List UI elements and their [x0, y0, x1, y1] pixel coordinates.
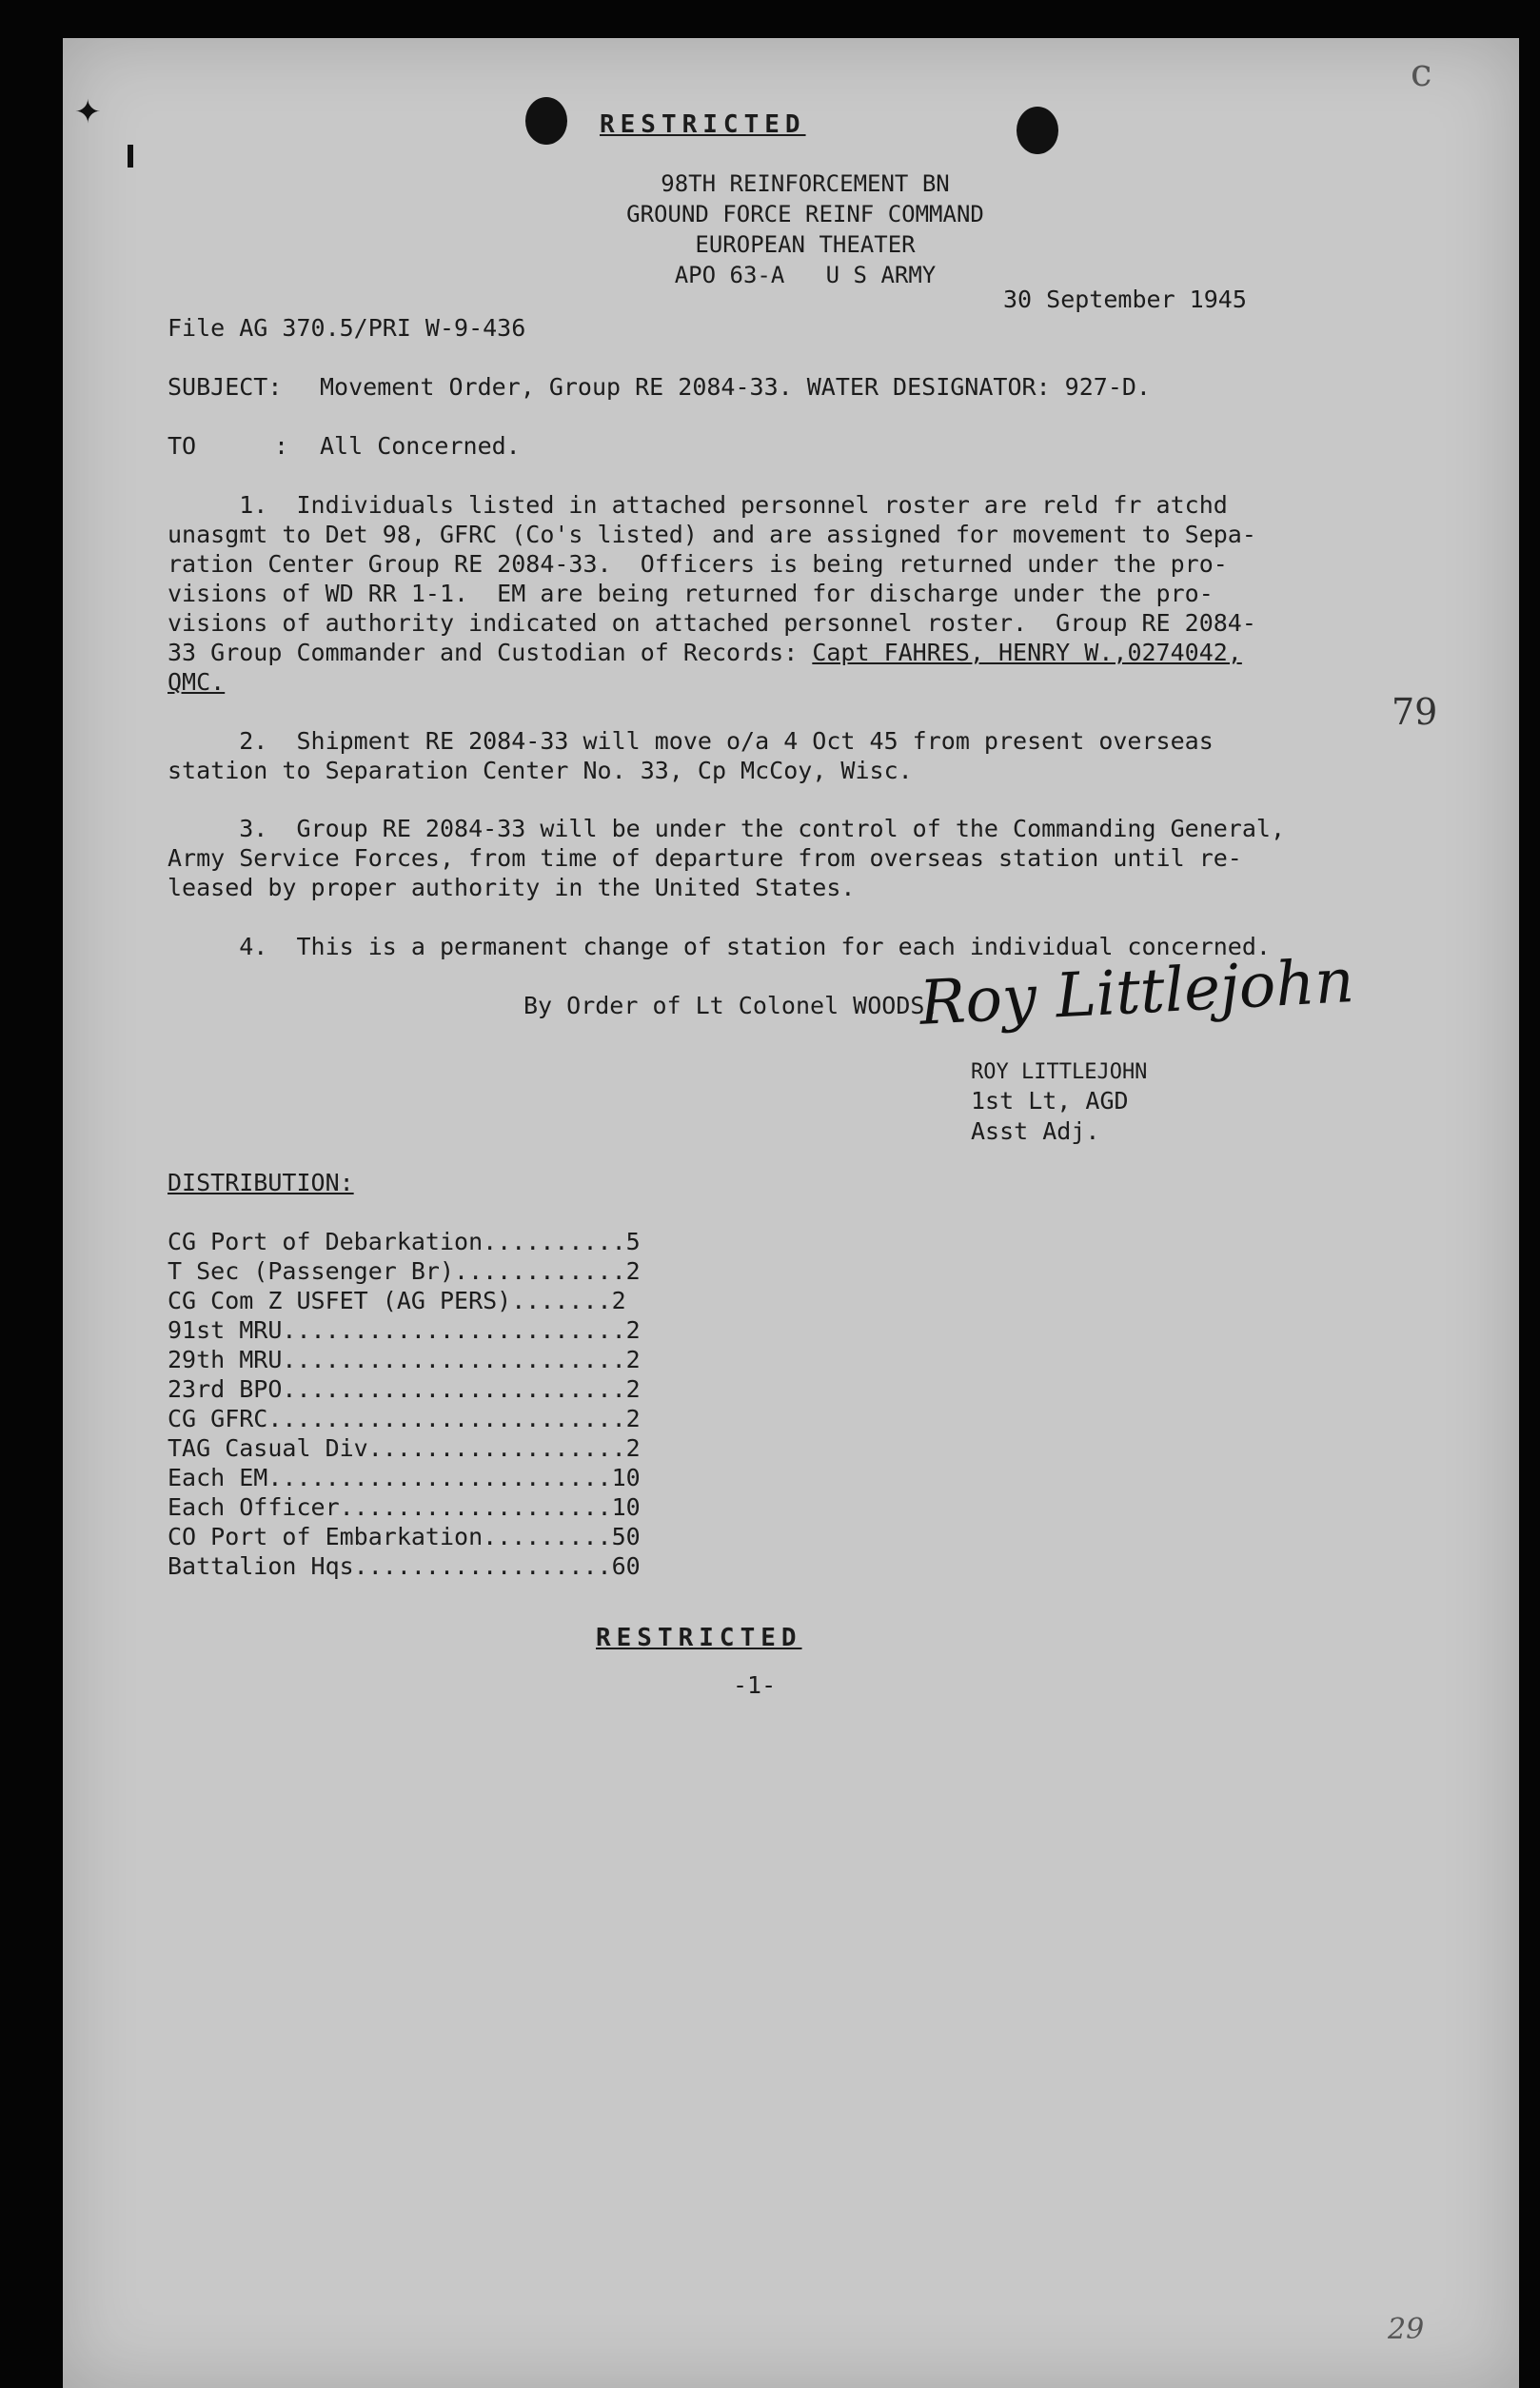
- distribution-item: CG GFRC.........................2: [168, 1405, 641, 1432]
- by-order-line: By Order of Lt Colonel WOODS:: [523, 992, 939, 1019]
- distribution-item: Battalion Hqs..................60: [168, 1552, 641, 1580]
- distribution-item: 29th MRU........................2: [168, 1346, 641, 1373]
- paragraph-3-line-1: 3. Group RE 2084-33 will be under the control of the Commanding General,: [168, 815, 1285, 842]
- handwritten-signature: Roy Littlejohn: [918, 946, 1356, 1039]
- header-line-3: EUROPEAN THEATER: [695, 231, 916, 258]
- distribution-item: TAG Casual Div..................2: [168, 1434, 641, 1462]
- distribution-item: CO Port of Embarkation.........50: [168, 1523, 641, 1550]
- paragraph-3-line-3: leased by proper authority in the United States.: [168, 874, 856, 901]
- corner-mark-top: c: [1411, 51, 1432, 95]
- header-line-2: GROUND FORCE REINF COMMAND: [626, 201, 984, 227]
- distribution-heading: DISTRIBUTION:: [168, 1169, 354, 1196]
- margin-tick-mark: [128, 145, 133, 168]
- subject-text: Movement Order, Group RE 2084-33. WATER DESIGNATOR: 927-D.: [320, 373, 1151, 401]
- distribution-item: CG Com Z USFET (AG PERS).......2: [168, 1287, 626, 1314]
- paragraph-1-line-6: [168, 639, 1242, 667]
- custodian-name: Capt FAHRES, HENRY W.,0274042,: [812, 639, 1242, 666]
- to-label: TO: [168, 432, 197, 460]
- punch-hole-left: [525, 97, 567, 145]
- paragraph-1-line-4: visions of WD RR 1-1. EM are being returned for discharge under the pro-: [168, 580, 1214, 607]
- paragraph-1-line-1: 1. Individuals listed in attached personnel roster are reld fr atchd: [168, 491, 1228, 519]
- header-line-1: 98TH REINFORCEMENT BN: [661, 170, 950, 197]
- margin-arrow-mark: ✦: [74, 93, 102, 131]
- signer-name: ROY LITTLEJOHN: [971, 1060, 1148, 1084]
- custodian-branch: QMC.: [168, 668, 226, 696]
- to-text: All Concerned.: [320, 432, 521, 460]
- distribution-item: T Sec (Passenger Br)............2: [168, 1257, 641, 1285]
- corner-mark-bottom: 29: [1388, 2313, 1425, 2346]
- signer-rank: 1st Lt, AGD: [971, 1087, 1129, 1115]
- punch-hole-right: [1017, 107, 1058, 154]
- header-line-4: APO 63-A U S ARMY: [674, 262, 937, 288]
- paragraph-1-line-3: ration Center Group RE 2084-33. Officers is being returned under the pro-: [168, 550, 1228, 578]
- paragraph-1-line-6-text: 33 Group Commander and Custodian of Records:: [168, 639, 813, 666]
- page-number: -1-: [733, 1671, 777, 1699]
- paragraph-3-line-2: Army Service Forces, from time of departure from overseas station until re-: [168, 844, 1242, 872]
- paragraph-4-line-1: 4. This is a permanent change of station for each individual concerned.: [168, 933, 1271, 960]
- to-separator: :: [274, 432, 289, 460]
- distribution-item: CG Port of Debarkation..........5: [168, 1228, 641, 1255]
- document-page: [63, 38, 1519, 2388]
- document-date: 30 September 1945: [1003, 286, 1247, 313]
- distribution-item: Each Officer...................10: [168, 1493, 641, 1521]
- paragraph-2-line-2: station to Separation Center No. 33, Cp McCoy, Wisc.: [168, 757, 913, 784]
- subject-label: SUBJECT:: [168, 373, 283, 401]
- paragraph-1-line-5: visions of authority indicated on attached personnel roster. Group RE 2084-: [168, 609, 1256, 637]
- file-reference: File AG 370.5/PRI W-9-436: [168, 314, 526, 342]
- distribution-item: Each EM........................10: [168, 1464, 641, 1491]
- folio-number: 79: [1392, 691, 1438, 733]
- classification-bottom: RESTRICTED: [596, 1624, 802, 1652]
- paragraph-1-line-2: unasgmt to Det 98, GFRC (Co's listed) and are assigned for movement to Sepa-: [168, 521, 1256, 548]
- signer-title: Asst Adj.: [971, 1117, 1100, 1145]
- classification-top: RESTRICTED: [600, 110, 806, 139]
- distribution-item: 23rd BPO........................2: [168, 1375, 641, 1403]
- distribution-item: 91st MRU........................2: [168, 1316, 641, 1344]
- paragraph-2-line-1: 2. Shipment RE 2084-33 will move o/a 4 Oct 45 from present overseas: [168, 727, 1214, 755]
